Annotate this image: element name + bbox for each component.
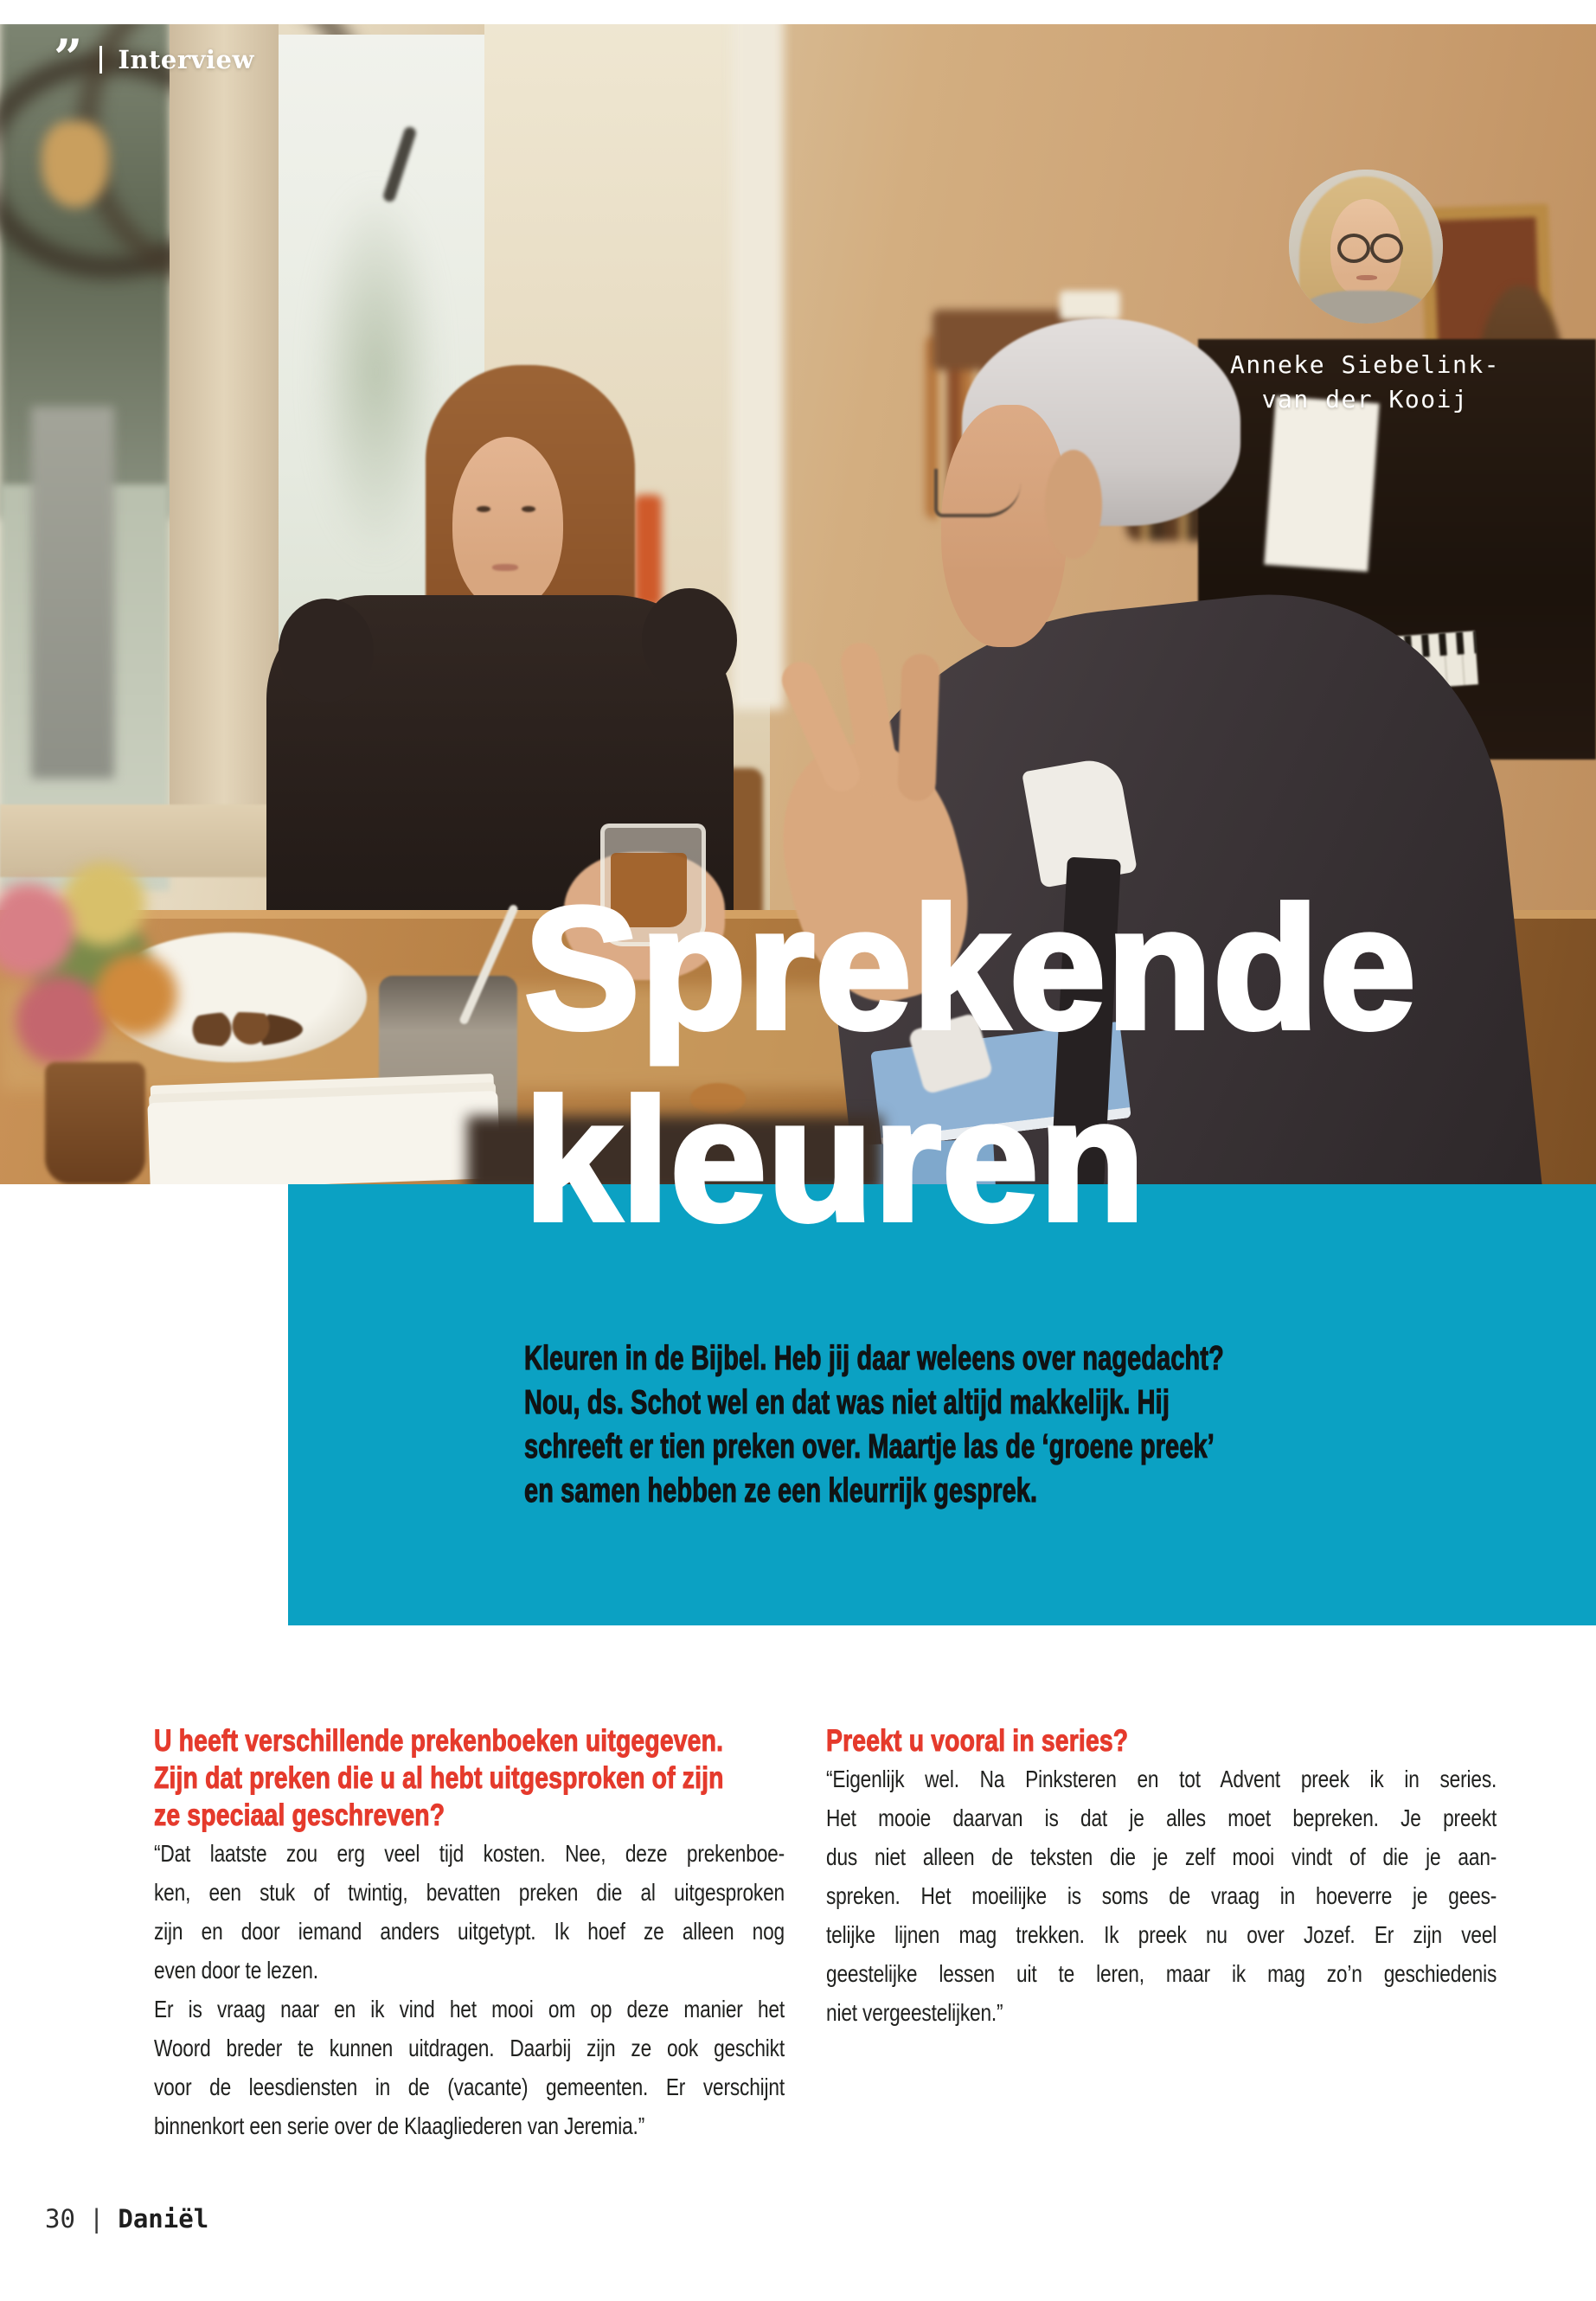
article-title-line: kleuren	[524, 1064, 1146, 1257]
blouse-ruffle	[642, 588, 737, 692]
girl-eye	[477, 506, 490, 512]
glasses-icon	[1370, 234, 1403, 263]
page-number: 30	[45, 2204, 75, 2234]
body-line: spreken. Het moeilijke is soms de vraag in hoeverre je gees-	[826, 1882, 1497, 1909]
section-header	[54, 29, 254, 87]
girl-eye	[522, 506, 535, 512]
column-right	[826, 1722, 1497, 2032]
footer-divider: |	[88, 2204, 105, 2234]
body-line: even door te lezen.	[154, 1957, 318, 1984]
girl-face	[452, 437, 563, 610]
page-top-margin	[0, 0, 1596, 24]
body-line: “Eigenlijk wel. Na Pinksteren en tot Advent preek ik in series.	[826, 1766, 1497, 1792]
glasses-icon	[1337, 234, 1370, 263]
page-footer	[45, 2204, 208, 2234]
garden-pedestal	[31, 407, 114, 779]
paper	[1060, 291, 1120, 320]
orange-candle	[634, 495, 662, 607]
head-line: Zijn dat preken die u al hebt uitgesproken of zijn	[154, 1761, 724, 1795]
minister-ear	[1045, 450, 1102, 559]
body-line: niet vergeestelijken.”	[826, 1999, 1003, 2026]
photo-credit-line: Anneke Siebelink-	[1229, 350, 1501, 379]
intro-line: Nou, ds. Schot wel en dat was niet altijd makkelijk. Hij	[524, 1384, 1170, 1421]
answer-body-right	[826, 1759, 1497, 2032]
header-divider	[99, 46, 102, 74]
flower-vase	[45, 1062, 145, 1184]
body-line: Er is vraag naar en ik vind het mooi om op deze manier het	[154, 1996, 785, 2022]
body-line: Woord breder te kunnen uitdragen. Daarbij zijn ze ook geschikt	[154, 2035, 785, 2061]
paper-stack	[147, 1091, 500, 1184]
body-line: dus niet alleen de teksten die je zelf mooi vindt of die je aan-	[826, 1843, 1497, 1870]
body-line: zijn en door iemand anders uitgetypt. Ik hoef ze alleen nog	[154, 1918, 785, 1945]
chestnuts	[173, 1012, 303, 1047]
article-title-line: Sprekende	[524, 872, 1417, 1065]
question-heading-left	[154, 1722, 785, 1834]
finger	[897, 653, 940, 801]
portrait-shoulders	[1301, 291, 1431, 324]
author-portrait	[1289, 170, 1443, 324]
sheet-music	[1264, 396, 1379, 572]
photo-credit	[1230, 348, 1500, 417]
question-heading-right	[826, 1722, 1497, 1759]
magazine-name: Daniël	[118, 2204, 209, 2234]
intro-line: schreeft er tien preken over. Maartje las de ‘groene preek’	[524, 1428, 1215, 1465]
curtain	[732, 0, 784, 709]
head-line: ze speciaal geschreven?	[154, 1798, 445, 1832]
article-intro	[524, 1336, 1292, 1513]
body-line: voor de leesdiensten in de (vacante) gemeenten. Er verschijnt	[154, 2073, 785, 2100]
photo-credit-line: van der Kooij	[1261, 385, 1469, 413]
body-line: ken, een stuk of twintig, bevatten preken die al uitgesproken	[154, 1879, 785, 1906]
blouse-ruffle	[279, 599, 374, 702]
head-line: U heeft verschillende prekenboeken uitgegeven.	[154, 1724, 724, 1758]
answer-body-left	[154, 1834, 785, 2145]
quote-icon: ”	[54, 29, 81, 87]
body-line: binnenkort een serie over de Klaagliederen van Jeremia.”	[154, 2112, 645, 2139]
article-title	[524, 873, 1417, 1257]
head-line: Preekt u vooral in series?	[826, 1724, 1129, 1758]
body-line: “Dat laatste zou erg veel tijd kosten. Nee, deze prekenboe-	[154, 1840, 785, 1867]
body-line: Het mooie daarvan is dat je alles moet bepreken. Je preekt	[826, 1804, 1497, 1831]
intro-line: en samen hebben ze een kleurrijk gesprek.	[524, 1472, 1038, 1509]
hanging-lamp	[42, 121, 109, 208]
girl-mouth	[492, 564, 518, 571]
window-frame	[170, 0, 279, 874]
body-line: geestelijke lessen uit te leren, maar ik mag zo’n geschiedenis	[826, 1960, 1497, 1987]
body-line: telijke lijnen mag trekken. Ik preek nu over Jozef. Er zijn veel	[826, 1921, 1497, 1948]
intro-line: Kleuren in de Bijbel. Heb jij daar weleens over nagedacht?	[524, 1340, 1224, 1377]
column-left	[154, 1722, 785, 2145]
portrait-mouth	[1356, 275, 1377, 280]
section-label: Interview	[118, 45, 254, 74]
